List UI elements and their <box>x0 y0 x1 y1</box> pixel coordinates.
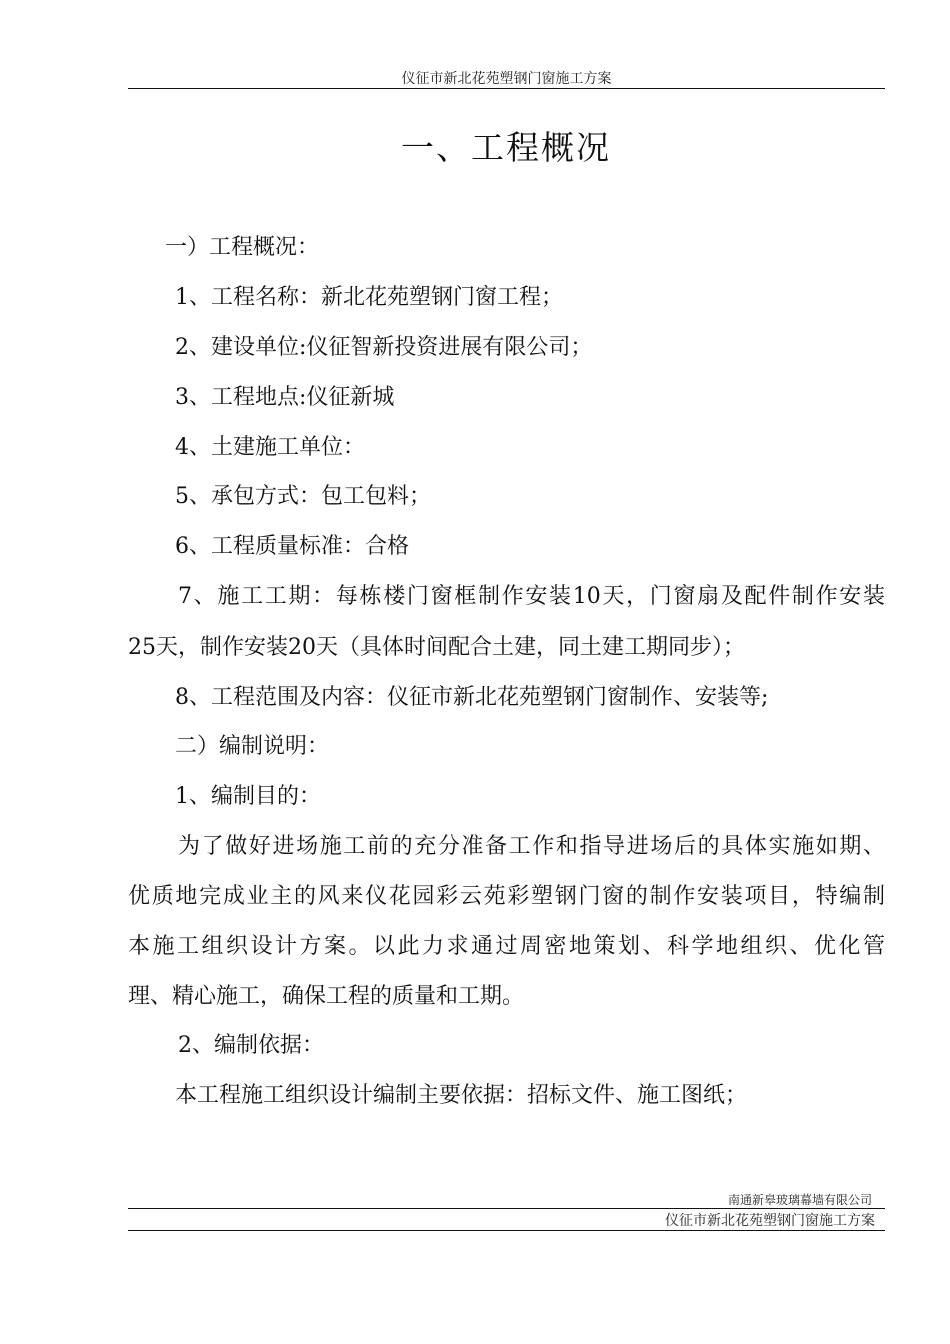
purpose-paragraph-line-3: 本施工组织设计方案。以此力求通过周密地策划、科学地组织、优化管 <box>128 934 885 959</box>
item-scope: 8、工程范围及内容：仪征市新北花苑塑钢门窗制作、安装等; <box>175 685 769 710</box>
footer-divider-top <box>128 1208 885 1209</box>
item-location: 3、工程地点:仪征新城 <box>175 385 395 410</box>
item-civil-contractor: 4、土建施工单位： <box>175 435 365 460</box>
item-basis-heading: 2、编制依据： <box>178 1033 324 1058</box>
basis-paragraph: 本工程施工组织设计编制主要依据：招标文件、施工图纸； <box>175 1083 748 1108</box>
section-heading-overview: 一）工程概况： <box>165 235 320 260</box>
item-schedule-line-1: 7、施工工期：每栋楼门窗框制作安装10天，门窗扇及配件制作安装 <box>178 584 885 609</box>
item-project-name: 1、工程名称：新北花苑塑钢门窗工程； <box>175 285 563 310</box>
section-heading-notes: 二）编制说明： <box>175 734 330 759</box>
footer-company-name: 南通新皋玻璃幕墙有限公司 <box>727 1193 872 1207</box>
item-developer: 2、建设单位:仪征智新投资进展有限公司； <box>175 335 593 360</box>
chapter-title: 一、工程概况 <box>401 128 611 167</box>
page-header-title: 仪征市新北花苑塑钢门窗施工方案 <box>401 71 612 87</box>
item-schedule-line-2: 25天，制作安装20天（具体时间配合土建，同土建工期同步）； <box>128 635 745 660</box>
purpose-paragraph-line-1: 为了做好进场施工前的充分准备工作和指导进场后的具体实施如期、 <box>178 834 885 859</box>
item-quality-standard: 6、工程质量标准：合格 <box>175 534 409 559</box>
footer-divider-bottom <box>128 1230 885 1231</box>
header-divider <box>128 88 885 89</box>
footer-doc-title: 仪征市新北花苑塑钢门窗施工方案 <box>665 1213 875 1229</box>
purpose-paragraph-line-2: 优质地完成业主的风来仪花园彩云苑彩塑钢门窗的制作安装项目，特编制 <box>128 884 885 909</box>
purpose-paragraph-line-4: 理、精心施工，确保工程的质量和工期。 <box>128 984 525 1009</box>
item-contract-mode: 5、承包方式：包工包料； <box>175 484 431 509</box>
item-purpose-heading: 1、编制目的： <box>175 784 321 809</box>
